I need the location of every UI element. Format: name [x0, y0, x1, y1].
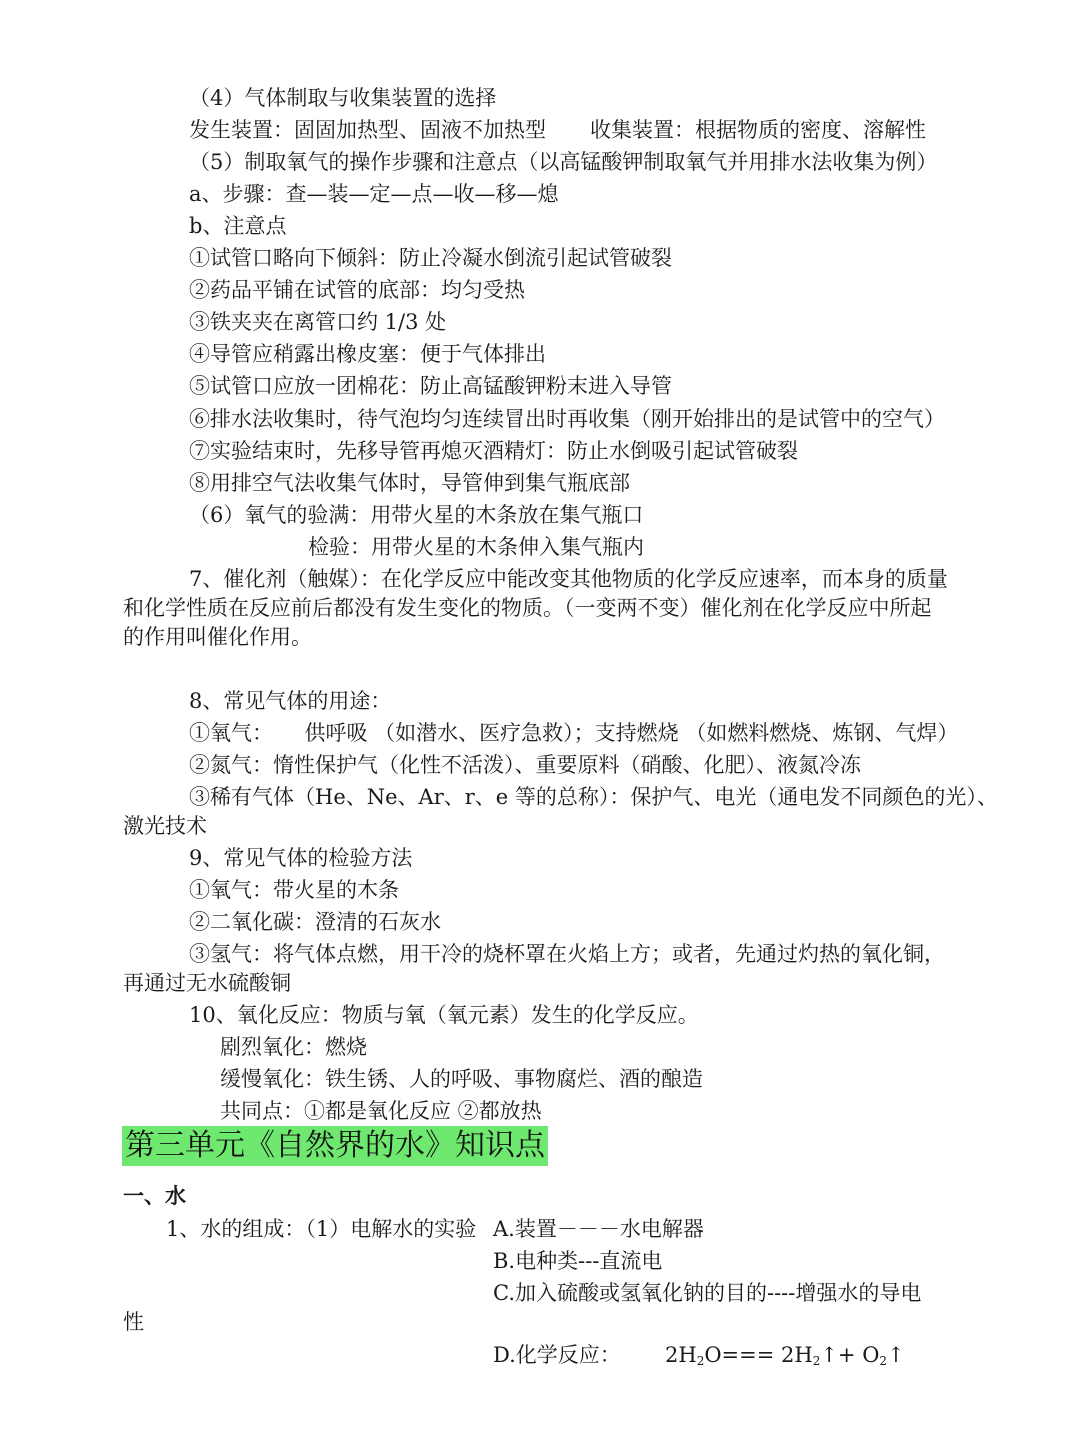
text-line: 和化学性质在反应前后都没有发生变化的物质。（一变两不变）催化剂在化学反应中所起: [123, 596, 932, 620]
text-line: 激光技术: [123, 814, 207, 838]
section-title: 一、水: [123, 1183, 186, 1208]
text-line: a、步骤：查—装—定—点—收—移—熄: [189, 182, 559, 206]
text-line: ①氧气： 供呼吸 （如潜水、医疗急救）；支持燃烧 （如燃料燃烧、炼钢、气焊）: [189, 721, 959, 745]
text-line: 性: [123, 1310, 144, 1334]
text-line: 的作用叫催化作用。: [123, 625, 312, 649]
text-line: b、注意点: [189, 214, 287, 238]
text-line: 7、催化剂（触媒）：在化学反应中能改变其他物质的化学反应速率，而本身的质量: [189, 567, 948, 591]
text-line: 发生装置：固固加热型、固液不加热型: [189, 118, 546, 142]
text-line: B.电种类---直流电: [493, 1249, 663, 1273]
text-line: ⑥排水法收集时，待气泡均匀连续冒出时再收集（刚开始排出的是试管中的空气）: [189, 407, 945, 431]
text-line: 1、水的组成：（1）电解水的实验: [166, 1217, 477, 1241]
text-line: ②氮气：惰性保护气（化性不活泼）、重要原料（硝酸、化肥）、液氮冷冻: [189, 753, 861, 777]
chemical-equation: $2H_2O===$ $2H_2↑+$ $O_2↑$: [665, 1343, 905, 1368]
text-line: ②二氧化碳：澄清的石灰水: [189, 910, 441, 934]
text-line: 9、常见气体的检验方法: [189, 846, 413, 870]
text-line: A.装置－－－水电解器: [493, 1217, 704, 1241]
text-line: C.加入硫酸或氢氧化钠的目的----增强水的导电: [493, 1281, 922, 1305]
text-line: （6）氧气的验满：用带火星的木条放在集气瓶口: [189, 503, 644, 527]
text-line: ⑦实验结束时，先移导管再熄灭酒精灯：防止水倒吸引起试管破裂: [189, 439, 798, 463]
text-line: 8、常见气体的用途：: [189, 689, 392, 713]
text-line: 检验：用带火星的木条伸入集气瓶内: [308, 535, 644, 559]
text-line: ①氧气：带火星的木条: [189, 878, 399, 902]
text-line: 10、氧化反应：物质与氧（氧元素）发生的化学反应。: [189, 1003, 699, 1027]
text-line: （5）制取氧气的操作步骤和注意点（以高锰酸钾制取氧气并用排水法收集为例）: [189, 150, 938, 174]
text-line: 缓慢氧化：铁生锈、人的呼吸、事物腐烂、酒的酿造: [220, 1067, 703, 1091]
text-line: ③稀有气体（He、Ne、Ar、r、e 等的总称）：保护气、电光（通电发不同颜色的光）、: [189, 785, 998, 809]
text-line: ⑧用排空气法收集气体时，导管伸到集气瓶底部: [189, 471, 630, 495]
text-line: D.化学反应：: [493, 1343, 621, 1367]
text-line: （4）气体制取与收集装置的选择: [189, 86, 497, 110]
text-line: ③铁夹夹在离管口约 1/3 处: [189, 310, 447, 334]
text-line: 剧烈氧化：燃烧: [220, 1035, 367, 1059]
text-line: ④导管应稍露出橡皮塞：便于气体排出: [189, 342, 546, 366]
text-line: ②药品平铺在试管的底部：均匀受热: [189, 278, 525, 302]
text-line: 再通过无水硫酸铜: [123, 971, 291, 995]
text-line: 收集装置：根据物质的密度、溶解性: [590, 118, 926, 142]
unit-heading: 第三单元《自然界的水》知识点: [122, 1126, 548, 1166]
text-line: ③氢气：将气体点燃，用干冷的烧杯罩在火焰上方；或者，先通过灼热的氧化铜，: [189, 942, 945, 966]
text-line: 共同点：①都是氧化反应 ②都放热: [220, 1099, 542, 1123]
text-line: ①试管口略向下倾斜：防止冷凝水倒流引起试管破裂: [189, 246, 672, 270]
text-line: ⑤试管口应放一团棉花：防止高锰酸钾粉末进入导管: [189, 374, 672, 398]
